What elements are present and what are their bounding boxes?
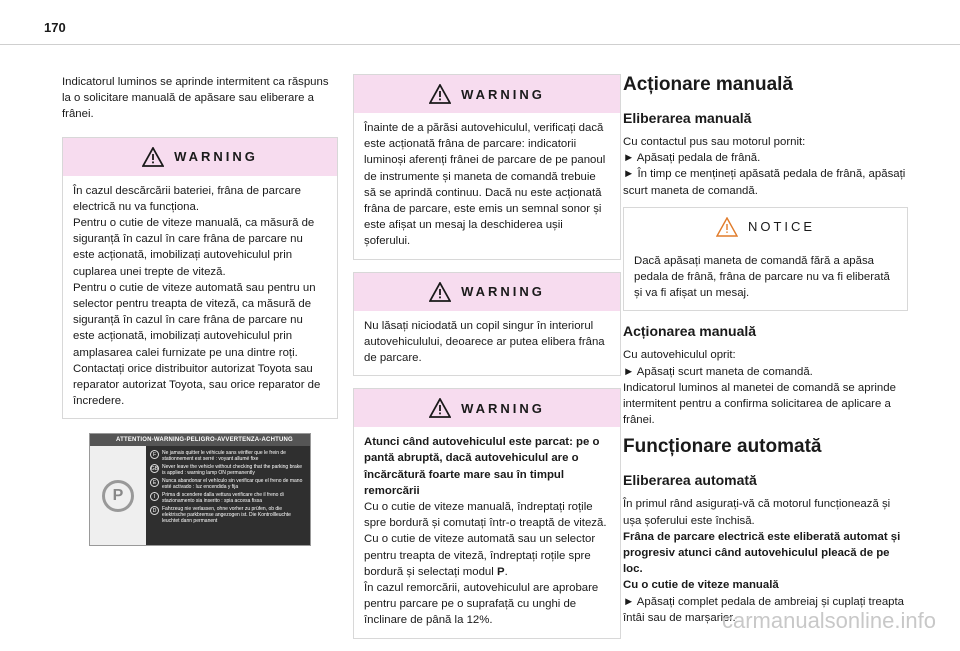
warning-header [354, 273, 620, 311]
label-left [90, 446, 146, 545]
release-line: ► În timp ce mențineți apăsată pedala de frână, apăsați scurt maneta de comandă. [623, 168, 906, 197]
apply-line: Cu autovehiculul oprit: [623, 349, 736, 362]
warning-line: În cazul descărcării bateriei, frâna de parcare electrică nu va funcționa. [73, 184, 301, 213]
language-flag: D [150, 506, 159, 515]
top-rule [0, 44, 960, 45]
subsection-title-release: Eliberarea manuală [623, 110, 752, 126]
subsection-title-apply: Acționarea manuală [623, 323, 757, 340]
warning-line: Pentru o cutie de viteze manuală, ca măsură de siguranță în cazul în care frâna de parcare nu este acționată, imobilizați autovehiculul prin cuplarea unei trepte de viteză. [73, 217, 315, 278]
notice-box [623, 207, 908, 312]
notice-triangle-icon [716, 217, 738, 237]
label-row [150, 450, 306, 462]
column-3 [623, 74, 908, 626]
auto-bold-line: Cu o cutie de viteze manuală [623, 579, 779, 592]
label-languages [146, 446, 310, 545]
intro-paragraph: Indicatorul luminos se aprinde intermitent ca răspuns la o solicitare manuală de apăsare sau eliberare a frânei. [62, 76, 329, 121]
language-flag: GB [150, 465, 159, 472]
label-row [150, 464, 306, 476]
auto-line: În primul rând asigurați-vă că motorul funcționează și ușa șoferului este închisă. [623, 498, 891, 527]
apply-line: Indicatorul luminos al manetei de comandă se aprinde intermitent pentru a confirma solicitarea de aplicare a frânei. [623, 381, 896, 427]
auto-bold-line: Frâna de parcare electrică este eliberată automat și progresiv atunci când autovehiculul pleacă de pe loc. [623, 530, 901, 576]
warning-box-child [353, 272, 621, 377]
warning-body [354, 311, 620, 376]
warning-header [354, 75, 620, 113]
label-text: Never leave the vehicle without checking that the parking brake is applied : warning lamp ON permanently [162, 464, 303, 477]
warning-triangle-icon [429, 84, 451, 104]
page-number: 170 [44, 20, 66, 35]
notice-title: NOTICE [747, 219, 816, 235]
warning-body [63, 176, 337, 419]
warning-title: WARNING [461, 400, 545, 416]
label-header: ATTENTION-WARNING-PELIGRO-AVVERTENZA-ACHTUNG [90, 434, 310, 446]
warning-line: În cazul remorcării, autovehiculul are aprobare pentru parcare pe o suprafață cu unghi de înclinare de până la 12%. [364, 582, 599, 627]
label-text: Fahrzeug nie verlassen, ohne vorher zu prüfen, ob die elektrische parkbremse angezogen ist. Die Kontrollleuchte leuchtet dann permanent [162, 506, 291, 525]
warning-triangle-icon [429, 398, 451, 418]
label-row [150, 492, 306, 504]
warning-title: WARNING [461, 86, 545, 102]
apply-line: ► Apăsați scurt maneta de comandă. [623, 365, 813, 378]
language-flag: E [150, 478, 159, 487]
warning-triangle-icon [142, 147, 164, 167]
mode-p-label: P [496, 565, 505, 578]
column-1 [62, 74, 338, 546]
notice-header [624, 208, 907, 246]
warning-line: Cu o cutie de viteze manuală, îndreptați roțile spre bordură și comutați într-o treaptă de viteză. [364, 501, 607, 530]
warning-header [354, 389, 620, 427]
section-title-auto: Funcționare automată [623, 436, 822, 458]
warning-line: Pentru o cutie de viteze automată sau pentru un selector pentru treapta de viteză, ca măsură de siguranță în cazul în care frâna de parcare nu este acționată, imobilizați autovehiculul prin amplasarea calei furnizate pe una dintre roți. [73, 281, 316, 359]
warning-triangle-icon [429, 282, 451, 302]
warning-title: WARNING [174, 149, 258, 165]
warning-box-parked-slope [353, 388, 621, 638]
subsection-title-auto-release: Eliberarea automată [623, 472, 757, 489]
language-flag: I [150, 492, 159, 501]
watermark: carmanualsonline.info [721, 608, 936, 633]
notice-body [624, 246, 907, 311]
label-row [150, 478, 306, 490]
notice-text: Dacă apăsați maneta de comandă fără a apăsa pedala de frână, frâna de parcare nu va fi eliberată și va fi afișat un mesaj. [634, 254, 890, 300]
label-body [90, 446, 310, 545]
section-title-manual: Acționare manuală [623, 74, 793, 95]
parking-brake-warning-label [89, 433, 311, 546]
warning-line: Nu lăsați niciodată un copil singur în interiorul autovehiculului, deoarece ar putea elibera frâna de parcare. [364, 319, 605, 365]
warning-body [354, 113, 620, 259]
label-text: Nunca abandonar el vehículo sin verificar que el freno de mano esté activado : luz encendida y fija [162, 478, 303, 491]
warning-box-leave-vehicle [353, 74, 621, 260]
warning-title: WARNING [461, 284, 545, 300]
label-row [150, 506, 306, 524]
warning-header [63, 138, 337, 176]
warning-box-battery [62, 137, 338, 420]
warning-line: Contactați orice distribuitor autorizat Toyota sau reparator autorizat Toyota, sau orice reparator de încredere. [73, 362, 321, 408]
release-line: ► Apăsați pedala de frână. [623, 152, 761, 165]
label-text: Prima di scendere dalla vettura verificare che il freno di stazionamento sia inserito : spia accesa fissa [162, 492, 284, 505]
warning-line: Înainte de a părăsi autovehiculul, verificați dacă este acționată frâna de parcare: indicatorii luminoși aferenți frânei de parcare de pe panoul de instrumente și maneta de comandă trebuie să se aprindă continuu. Dacă nu este acționată frâna de parcare, este emis un semnal sonor și este afișat un mesaj la deschiderea ușii șoferului. [364, 122, 606, 248]
language-flag: F [150, 450, 159, 459]
auto-line: ► Apăsați complet pedala de ambreiaj și cuplați treapta întâi sau de marșarier. [623, 595, 905, 624]
label-text: Ne jamais quitter le véhicule sans vérifier que le frein de stationnement est serré : voyant allumé fixe [162, 450, 286, 463]
warning-line-end: . [504, 565, 508, 578]
warning-line-text: Cu o cutie de viteze automată sau un selector pentru treapta de viteză, îndreptați roțile spre bordură și selectați modul [364, 533, 596, 578]
parking-brake-icon: P [102, 480, 134, 512]
warning-bold-line: Atunci când autovehiculul este parcat: pe o pantă abruptă, dacă autovehiculul are o încărcătură foarte mare sau în timpul remorcării [364, 436, 600, 497]
warning-line [364, 531, 610, 580]
warning-body [354, 427, 620, 637]
release-line: Cu contactul pus sau motorul pornit: [623, 136, 806, 148]
column-2 [353, 74, 621, 651]
